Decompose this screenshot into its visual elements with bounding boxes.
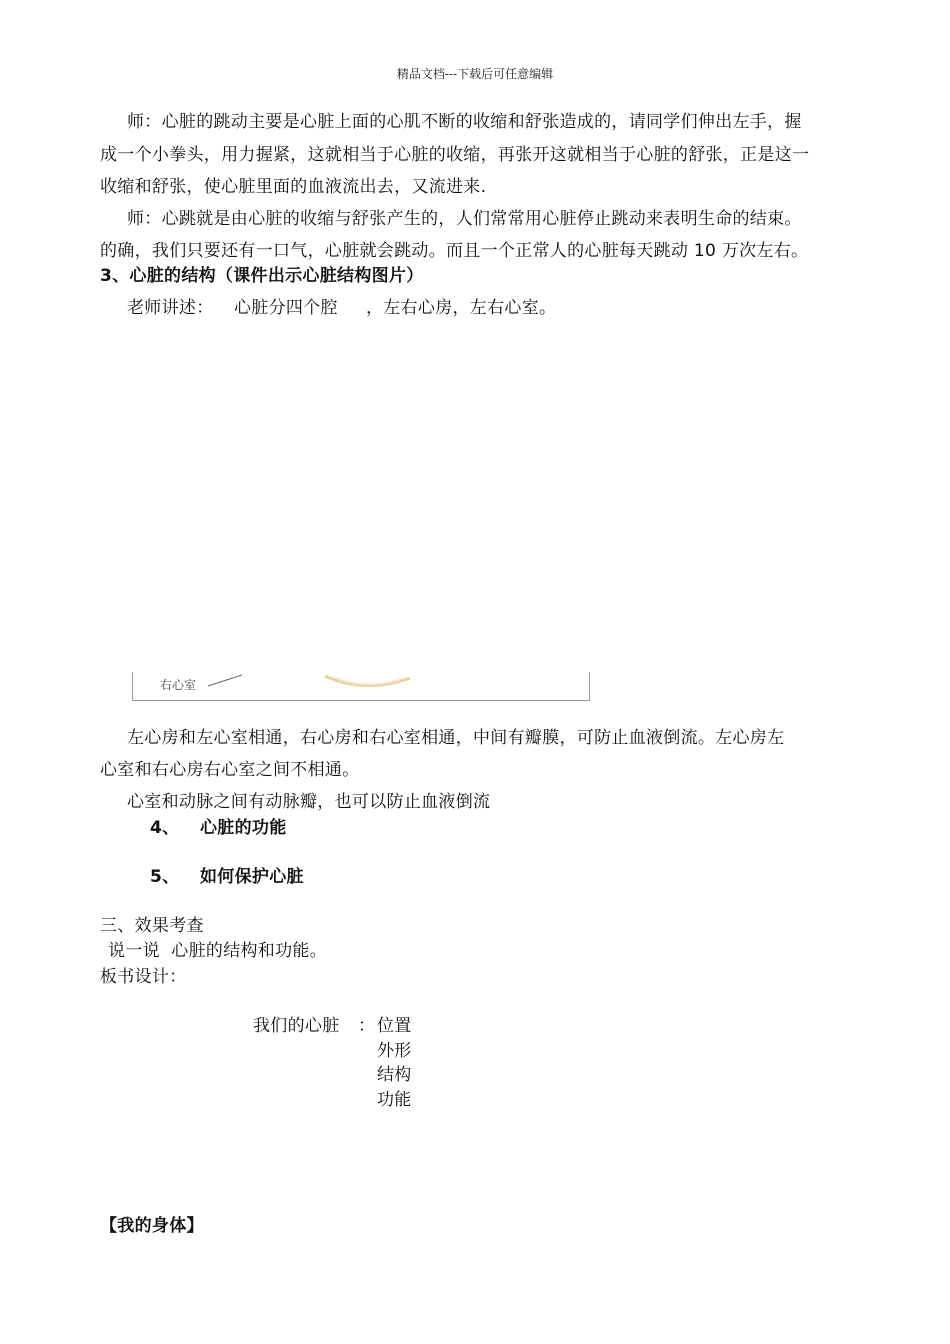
- paragraph-line: 成一个小拳头，用力握紧，这就相当于心脏的收缩，再张开这就相当于心脏的舒张，正是这一: [100, 145, 810, 165]
- review-heading: 三、效果考查: [100, 916, 204, 936]
- teacher-note-text: 心脏分四个腔: [234, 298, 338, 318]
- paragraph-line: 师：心跳就是由心脏的收缩与舒张产生的，人们常常用心脏停止跳动来表明生命的结束。: [127, 209, 802, 229]
- section-number: 5、: [150, 867, 180, 887]
- board-item: 外形: [377, 1041, 412, 1061]
- section-title: 心脏的功能: [200, 818, 287, 838]
- paragraph-line: 收缩和舒张，使心脏里面的血液流出去，又流进来.: [100, 177, 487, 197]
- section-heading: 3、心脏的结构（课件出示心脏结构图片）: [100, 266, 424, 286]
- paragraph-line: 左心房和左心室相通，右心房和右心室相通，中间有瓣膜，可防止血液倒流。左心房左: [127, 728, 785, 748]
- paragraph-line: 的确，我们只要还有一口气，心脏就会跳动。而且一个正常人的心脏每天跳动 10 万次左右。: [100, 241, 809, 261]
- paragraph-line: 心室和动脉之间有动脉瓣，也可以防止血液倒流: [127, 792, 491, 812]
- paragraph-line: 心室和右心房右心室之间不相通。: [100, 760, 360, 780]
- board-title: 我们的心脏: [253, 1016, 340, 1036]
- figure-label: 右心室: [160, 678, 197, 692]
- teacher-note-prefix: 老师讲述：: [127, 298, 214, 318]
- review-prompt: 说一说 心脏的结构和功能。: [108, 941, 328, 961]
- board-design-label: 板书设计：: [100, 967, 187, 987]
- section-number: 4、: [150, 818, 180, 838]
- footer-heading: 【我的身体】: [100, 1216, 204, 1236]
- board-item: 位置: [377, 1016, 412, 1036]
- teacher-note-text-2: ，左右心房，左右心室。: [366, 298, 557, 318]
- board-colon: ：: [358, 1016, 376, 1036]
- page-header: 精品文档---下载后可任意编辑: [396, 67, 554, 81]
- board-item: 功能: [377, 1090, 412, 1110]
- paragraph-line: 师：心脏的跳动主要是心脏上面的心肌不断的收缩和舒张造成的，请同学们伸出左手，握: [127, 112, 802, 132]
- board-item: 结构: [377, 1065, 412, 1085]
- heart-illustration-fragment: [205, 672, 425, 696]
- section-title: 如何保护心脏: [200, 867, 304, 887]
